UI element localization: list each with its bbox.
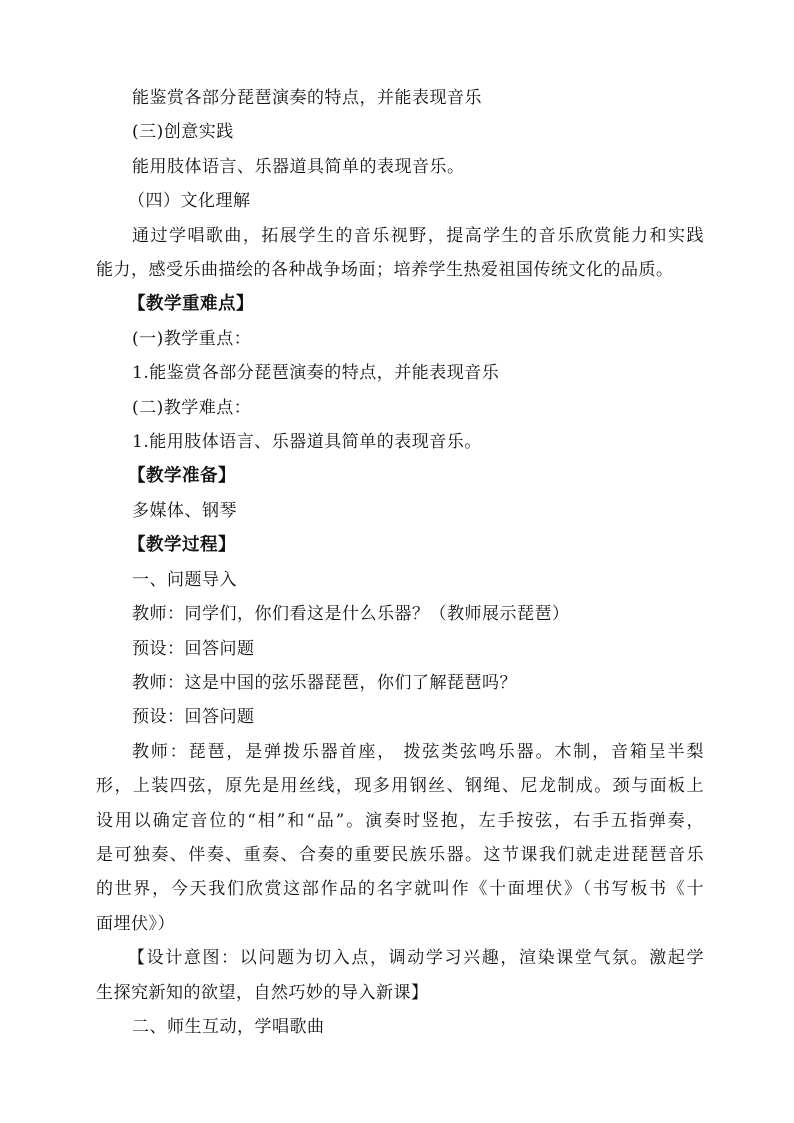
list-item: 1.能鉴赏各部分琵琶演奏的特点，并能表现音乐 (132, 363, 500, 383)
section-heading: (三)创意实践 (132, 122, 234, 142)
text-line: 多媒体、钢琴 (132, 501, 237, 521)
paragraph-line: 面埋伏》） (96, 914, 175, 934)
paragraph-line: 通过学唱歌曲，拓展学生的音乐视野，提高学生的音乐欣赏能力和实践 (132, 226, 704, 246)
dialogue-line: 预设：回答问题 (132, 707, 255, 727)
section-title: 【教学过程】 (128, 535, 236, 555)
design-intent-line: 【设计意图：以问题为切入点，调动学习兴趣，渲染课堂气氛。激起学 (128, 948, 704, 968)
paragraph-line: 能力，感受乐曲描绘的各种战争场面；培养学生热爱祖国传统文化的品质。 (96, 260, 674, 280)
paragraph-line: 的世界，今天我们欣赏这部作品的名字就叫作《十面埋伏》（书写板书《十 (96, 879, 704, 899)
section-title: 【教学准备】 (128, 466, 236, 486)
paragraph-line: 教师：琵琶，是弹拨乐器首座， 拨弦类弦鸣乐器。木制，音箱呈半梨 (132, 742, 704, 762)
sub-heading: (一)教学重点： (132, 329, 252, 349)
sub-heading: (二)教学难点： (132, 398, 252, 418)
sub-heading: 一、问题导入 (132, 570, 237, 590)
paragraph-line: 形，上装四弦，原先是用丝线，现多用钢丝、钢绳、尼龙制成。颈与面板上 (96, 776, 704, 796)
dialogue-line: 教师：同学们，你们看这是什么乐器？（教师展示琵琶） (132, 604, 570, 624)
dialogue-line: 预设：回答问题 (132, 639, 255, 659)
design-intent-line: 生探究新知的欲望，自然巧妙的导入新课】 (96, 983, 429, 1003)
paragraph-line: 设用以确定音位的“相”和“品”。演奏时竖抱，左手按弦，右手五指弹奏， (96, 811, 704, 831)
section-heading: （四）文化理解 (128, 191, 251, 211)
text-line: 能鉴赏各部分琵琶演奏的特点，并能表现音乐 (132, 88, 482, 108)
list-item: 1.能用肢体语言、乐器道具简单的表现音乐。 (132, 432, 482, 452)
dialogue-line: 教师：这是中国的弦乐器琵琶，你们了解琵琶吗？ (132, 673, 517, 693)
section-title: 【教学重难点】 (128, 294, 254, 314)
paragraph-line: 是可独奏、伴奏、重奏、合奏的重要民族乐器。这节课我们就走进琵琶音乐 (96, 845, 704, 865)
sub-heading: 二、师生互动，学唱歌曲 (132, 1017, 325, 1037)
text-line: 能用肢体语言、乐器道具简单的表现音乐。 (132, 157, 465, 177)
